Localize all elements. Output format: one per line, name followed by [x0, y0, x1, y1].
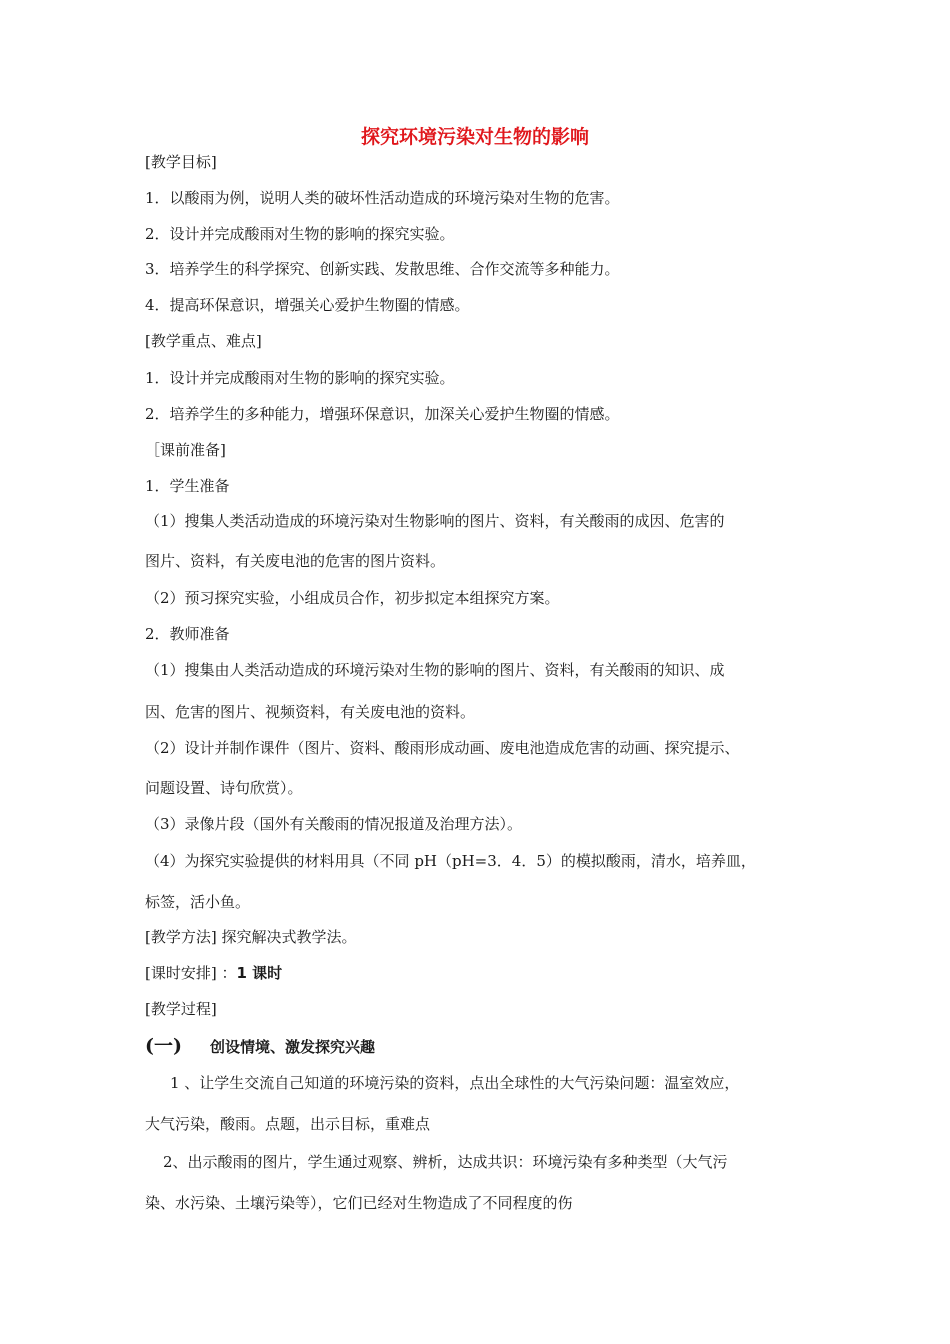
process-paragraph: 染、水污染、土壤污染等），它们已经对生物造成了不同程度的伤	[145, 1194, 573, 1212]
document-title: 探究环境污染对生物的影响	[360, 126, 589, 148]
process-paragraph: 1 、让学生交流自己知道的环境污染的资料，点出全球性的大气污染问题：温室效应，	[170, 1074, 740, 1092]
teacher-preparation-item: （1）搜集由人类活动造成的环境污染对生物的影响的图片、资料，有关酸雨的知识、成	[145, 661, 725, 679]
key-point-item: 1．设计并完成酸雨对生物的影响的探究实验。	[145, 369, 455, 387]
section-number: (一)	[145, 1035, 182, 1057]
preparation-heading: ［课前准备]	[145, 441, 226, 459]
process-paragraph: 大气污染，酸雨。点题，出示目标，重难点	[145, 1115, 431, 1133]
teacher-preparation-item: （3）录像片段（国外有关酸雨的情况报道及治理方法）。	[145, 815, 523, 833]
student-preparation-item: （1）搜集人类活动造成的环境污染对生物影响的图片、资料，有关酸雨的成因、危害的	[145, 512, 725, 530]
section-heading	[145, 1034, 375, 1059]
student-preparation-item: （2）预习探究实验，小组成员合作，初步拟定本组探究方案。	[145, 589, 560, 607]
objective-item: 2．设计并完成酸雨对生物的影响的探究实验。	[145, 225, 455, 243]
section-title: 创设情境、激发探究兴趣	[209, 1038, 375, 1056]
objective-item: 4．提高环保意识，增强关心爱护生物圈的情感。	[145, 296, 470, 314]
teacher-preparation-item: 标签，活小鱼。	[145, 893, 251, 911]
student-preparation-heading: 1．学生准备	[145, 477, 230, 495]
schedule-value: 1 课时	[236, 964, 283, 982]
objective-item: 1．以酸雨为例，说明人类的破坏性活动造成的环境污染对生物的危害。	[145, 189, 620, 207]
process-paragraph: 2、出示酸雨的图片，学生通过观察、辨析，达成共识：环境污染有多种类型（大气污	[163, 1153, 728, 1171]
process-heading: [教学过程]	[145, 1000, 217, 1018]
teacher-preparation-item: 因、危害的图片、视频资料，有关废电池的资料。	[145, 703, 476, 721]
key-points-heading: [教学重点、难点]	[145, 332, 262, 350]
schedule-line	[145, 963, 282, 983]
teacher-preparation-heading: 2．教师准备	[145, 625, 230, 643]
key-point-item: 2．培养学生的多种能力，增强环保意识，加深关心爱护生物圈的情感。	[145, 405, 620, 423]
teacher-preparation-item: （4）为探究实验提供的材料用具（不同 pH（pH=3．4．5）的模拟酸雨，清水，培养皿，	[145, 852, 756, 870]
student-preparation-item: 图片、资料，有关废电池的危害的图片资料。	[145, 552, 446, 570]
objective-item: 3．培养学生的科学探究、创新实践、发散思维、合作交流等多种能力。	[145, 260, 620, 278]
teacher-preparation-item: （2）设计并制作课件（图片、资料、酸雨形成动画、废电池造成危害的动画、探究提示、	[145, 739, 740, 757]
schedule-label: [课时安排] ：	[145, 964, 237, 982]
teaching-method: [教学方法] 探究解决式教学法。	[145, 928, 357, 946]
objectives-heading: [教学目标]	[145, 153, 217, 171]
teacher-preparation-item: 问题设置、诗句欣赏）。	[145, 779, 303, 797]
